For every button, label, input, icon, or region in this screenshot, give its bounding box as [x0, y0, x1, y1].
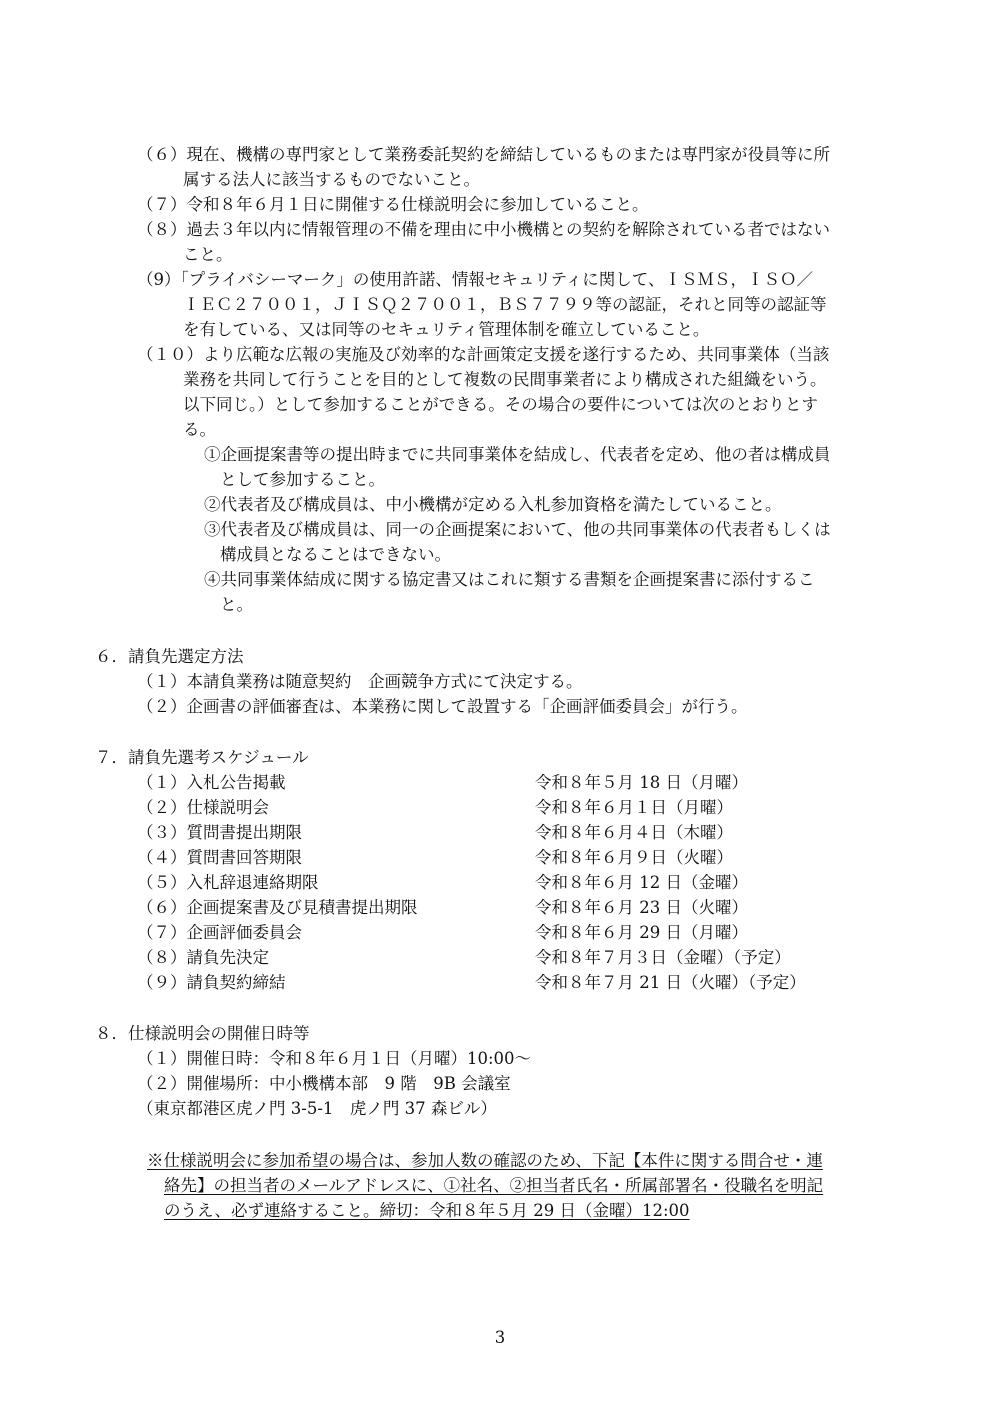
item-5-10-line1: （１０）より広範な広報の実施及び効率的な計画策定支援を遂行するため、共同事業体（当該: [137, 345, 830, 364]
subitem-3-line1: ③代表者及び構成員は、同一の企画提案において、他の共同事業体の代表者もしくは: [204, 520, 831, 539]
item-5-9-line1: （9）「プライバシーマーク」の使用許諾、情報セキュリティに関して、ＩＳＭＳ，ＩＳＯ／: [137, 270, 813, 289]
page-number: 3: [494, 1328, 506, 1347]
item-5-9-line2: ＩＥＣ２７００１，ＪＩＳＱ２７００１，ＢＳ７７９９等の認証，それと同等の認証等: [183, 295, 827, 314]
schedule-row-label: （４）質問書回答期限: [137, 848, 302, 867]
schedule-row-label: （７）企画評価委員会: [137, 923, 302, 942]
schedule-row-date: 令和８年６月 23 日（火曜）: [535, 898, 748, 917]
item-5-9-line3: を有している、又は同等のセキュリティ管理体制を確立していること。: [183, 320, 710, 339]
subitem-1-line2: として参加すること。: [220, 470, 385, 489]
section-8-item-2: （２）開催場所：中小機構本部 9 階 9B 会議室: [137, 1074, 511, 1093]
subitem-1-line1: ①企画提案書等の提出時までに共同事業体を結成し、代表者を定め、他の者は構成員: [204, 445, 831, 464]
section-6-heading: ６．請負先選定方法: [95, 647, 244, 666]
item-5-8-line1: （８）過去３年以内に情報管理の不備を理由に中小機構との契約を解除されている者ではない: [137, 220, 830, 239]
item-5-10-line3: 以下同じ。）として参加することができる。その場合の要件については次のとおりとす: [183, 395, 818, 414]
schedule-row-label: （１）入札公告掲載: [137, 773, 286, 792]
item-5-6-line2: 属する法人に該当するものでないこと。: [183, 170, 480, 189]
item-5-7-line1: （７）令和８年６月１日に開催する仕様説明会に参加していること。: [137, 195, 649, 214]
schedule-row-label: （２）仕様説明会: [137, 798, 269, 817]
section-8-item-1: （１）開催日時：令和８年６月１日（月曜）10:00～: [137, 1049, 532, 1068]
section-7-heading: ７．請負先選考スケジュール: [95, 748, 309, 767]
notice-line1: ※仕様説明会に参加希望の場合は、参加人数の確認のため、下記【本件に関する問合せ・連: [147, 1151, 823, 1170]
item-5-8-line2: こと。: [183, 245, 233, 264]
notice-line3: のうえ、必ず連絡すること。締切：令和８年５月 29 日（金曜）12:00: [164, 1201, 690, 1220]
schedule-row-date: 令和８年５月 18 日（月曜）: [535, 773, 748, 792]
schedule-row-label: （９）請負契約締結: [137, 973, 286, 992]
schedule-row-date: 令和８年６月 29 日（月曜）: [535, 923, 748, 942]
section-6-item-1: （１）本請負業務は随意契約 企画競争方式にて決定する。: [137, 672, 583, 691]
schedule-row-date: 令和８年６月１日（月曜）: [535, 798, 733, 817]
schedule-row-date: 令和８年６月４日（木曜）: [535, 823, 733, 842]
subitem-2-line1: ②代表者及び構成員は、中小機構が定める入札参加資格を満たしていること。: [204, 495, 782, 514]
schedule-row-date: 令和８年６月９日（火曜）: [535, 848, 733, 867]
schedule-row-label: （３）質問書提出期限: [137, 823, 302, 842]
schedule-row-date: 令和８年７月３日（金曜）（予定）: [535, 948, 791, 967]
schedule-row-label: （５）入札辞退連絡期限: [137, 873, 319, 892]
schedule-row-label: （８）請負先決定: [137, 948, 269, 967]
item-5-10-line2: 業務を共同して行うことを目的として複数の民間事業者により構成された組織をいう。: [183, 370, 827, 389]
schedule-row-date: 令和８年７月 21 日（火曜）（予定）: [535, 973, 806, 992]
subitem-3-line2: 構成員となることはできない。: [220, 545, 451, 564]
schedule-row-date: 令和８年６月 12 日（金曜）: [535, 873, 748, 892]
section-8-heading: ８．仕様説明会の開催日時等: [95, 1024, 310, 1043]
item-5-6-line1: （６）現在、機構の専門家として業務委託契約を締結しているものまたは専門家が役員等に所: [137, 145, 830, 164]
schedule-row-label: （６）企画提案書及び見積書提出期限: [137, 898, 418, 917]
section-6-item-2: （２）企画書の評価審査は、本業務に関して設置する「企画評価委員会」が行う。: [137, 697, 748, 716]
subitem-4-line2: と。: [220, 595, 253, 614]
section-8-address: （東京都港区虎ノ門 3-5-1 虎ノ門 37 森ビル）: [137, 1099, 497, 1118]
item-5-10-line4: る。: [183, 420, 216, 439]
notice-line2: 絡先】の担当者のメールアドレスに、①社名、②担当者氏名・所属部署名・役職名を明記: [164, 1176, 824, 1195]
subitem-4-line1: ④共同事業体結成に関する協定書又はこれに類する書類を企画提案書に添付するこ: [204, 570, 815, 589]
